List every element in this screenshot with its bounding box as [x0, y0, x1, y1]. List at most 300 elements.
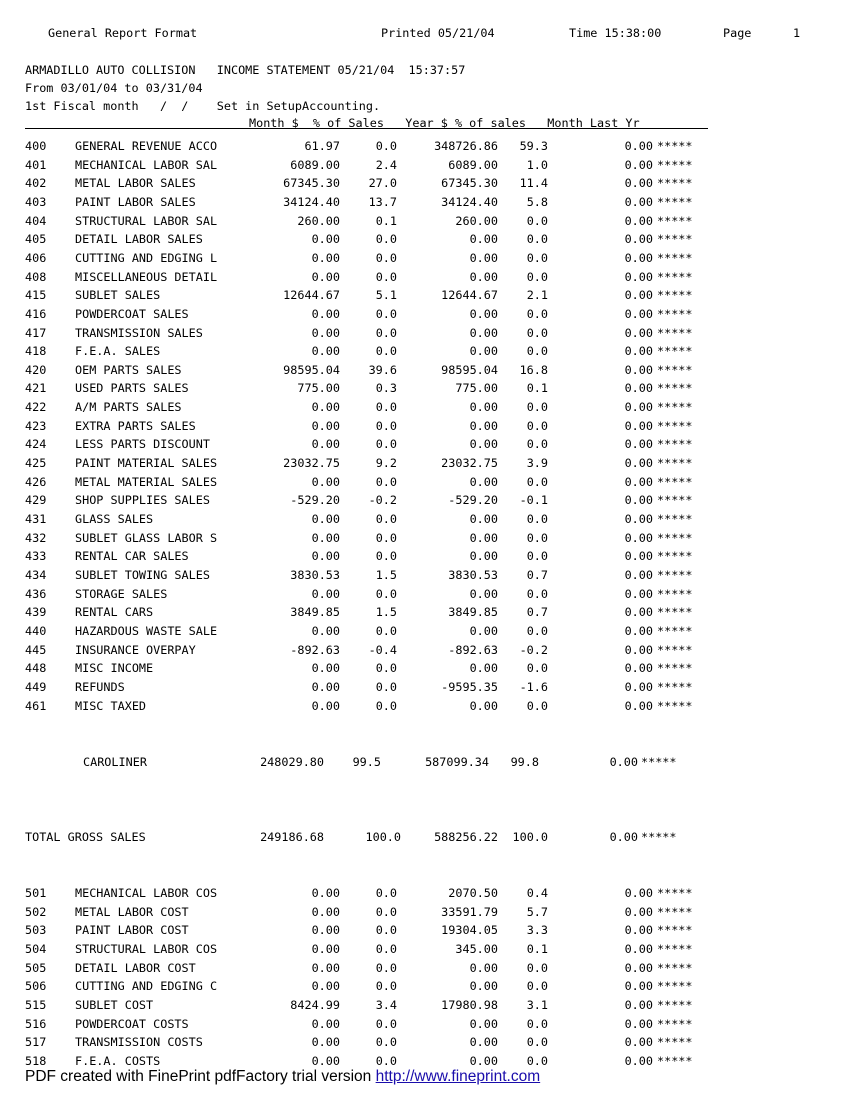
account-code: 503 [25, 923, 47, 938]
last-year-marker: ***** [657, 923, 693, 938]
year-percent: 0.0 [526, 530, 548, 545]
month-amount: 0.00 [311, 979, 340, 994]
table-row [0, 659, 850, 678]
account-name: SHOP SUPPLIES SALES [75, 493, 210, 508]
year-percent: -0.1 [519, 493, 548, 508]
table-row [0, 212, 850, 231]
month-percent: 0.0 [375, 623, 397, 638]
last-year-month-amount: 0.00 [624, 474, 653, 489]
total-month-pct: 100.0 [365, 830, 401, 844]
account-code: 501 [25, 886, 47, 900]
account-name: STRUCTURAL LABOR SAL [75, 213, 218, 228]
year-amount: 0.00 [469, 1035, 498, 1050]
month-percent: 0.0 [375, 306, 397, 321]
month-percent: 0.0 [375, 661, 397, 676]
table-row [0, 230, 850, 249]
printed-time: Time 15:38:00 [569, 26, 662, 40]
year-percent: 0.0 [526, 1016, 548, 1031]
last-year-month-amount: 0.00 [624, 623, 653, 638]
table-row [0, 454, 850, 473]
last-year-month-amount: 0.00 [624, 886, 653, 900]
last-year-month-amount: 0.00 [624, 941, 653, 956]
year-percent: 11.4 [519, 176, 548, 191]
month-percent: 0.0 [375, 474, 397, 489]
last-year-marker: ***** [657, 456, 693, 471]
subtotal-last-yr: ***** [641, 755, 677, 769]
table-row [0, 435, 850, 454]
month-amount: 0.00 [311, 941, 340, 956]
table-row [0, 361, 850, 380]
last-year-month-amount: 0.00 [624, 586, 653, 601]
account-code: 416 [25, 306, 47, 321]
month-percent: 9.2 [375, 456, 397, 471]
account-name: DETAIL LABOR SALES [75, 232, 203, 247]
table-row [0, 491, 850, 510]
year-amount: 0.00 [469, 418, 498, 433]
account-code: 517 [25, 1035, 47, 1050]
year-percent: 0.1 [526, 941, 548, 956]
account-code: 405 [25, 232, 47, 247]
year-amount: 0.00 [469, 250, 498, 265]
last-year-marker: ***** [657, 362, 693, 377]
table-row [0, 137, 850, 156]
year-percent: 59.3 [519, 139, 548, 153]
header-divider [25, 128, 708, 129]
month-amount: 0.00 [311, 325, 340, 340]
year-percent: 3.9 [526, 456, 548, 471]
account-name: REFUNDS [75, 679, 125, 694]
account-name: USED PARTS SALES [75, 381, 189, 396]
month-amount: 61.97 [304, 139, 340, 153]
last-year-month-amount: 0.00 [624, 344, 653, 359]
month-amount: 23032.75 [283, 456, 340, 471]
year-percent: 0.0 [526, 1053, 548, 1068]
column-headers: Month $ % of Sales Year $ % of sales Month Last Yr [249, 116, 640, 130]
table-row [0, 193, 850, 212]
last-year-month-amount: 0.00 [624, 923, 653, 938]
last-year-month-amount: 0.00 [624, 213, 653, 228]
account-name: METAL LABOR SALES [75, 176, 196, 191]
month-amount: 0.00 [311, 679, 340, 694]
table-row [0, 940, 850, 959]
account-code: 404 [25, 213, 47, 228]
month-percent: 2.4 [375, 157, 397, 172]
table-row [0, 529, 850, 548]
last-year-marker: ***** [657, 661, 693, 676]
month-percent: 0.0 [375, 250, 397, 265]
month-amount: 0.00 [311, 344, 340, 359]
account-code: 418 [25, 344, 47, 359]
last-year-month-amount: 0.00 [624, 530, 653, 545]
year-amount: 19304.05 [441, 923, 498, 938]
table-row [0, 473, 850, 492]
month-amount: 0.00 [311, 960, 340, 975]
last-year-month-amount: 0.00 [624, 400, 653, 415]
account-name: A/M PARTS SALES [75, 400, 182, 415]
year-amount: 3849.85 [448, 605, 498, 620]
year-amount: 0.00 [469, 512, 498, 526]
year-percent: 2.1 [526, 288, 548, 303]
table-row [0, 566, 850, 585]
year-percent: 0.0 [526, 306, 548, 321]
last-year-month-amount: 0.00 [624, 960, 653, 975]
last-year-month-amount: 0.00 [624, 549, 653, 564]
last-year-month-amount: 0.00 [624, 288, 653, 303]
last-year-month-amount: 0.00 [624, 250, 653, 265]
account-code: 408 [25, 269, 47, 284]
table-row [0, 342, 850, 361]
table-row [0, 268, 850, 287]
last-year-month-amount: 0.00 [624, 493, 653, 508]
last-year-marker: ***** [657, 474, 693, 489]
month-amount: 0.00 [311, 1053, 340, 1068]
last-year-month-amount: 0.00 [624, 456, 653, 471]
table-row [0, 678, 850, 697]
account-code: 505 [25, 960, 47, 975]
month-percent: 0.0 [375, 886, 397, 900]
last-year-month-amount: 0.00 [624, 269, 653, 284]
month-amount: 0.00 [311, 512, 340, 526]
account-code: 461 [25, 698, 47, 713]
last-year-marker: ***** [657, 232, 693, 247]
month-percent: 0.0 [375, 400, 397, 415]
year-percent: 0.0 [526, 269, 548, 284]
subtotal-month: 248029.80 [260, 755, 324, 769]
month-amount: 0.00 [311, 474, 340, 489]
year-amount: 0.00 [469, 306, 498, 321]
account-name: METAL LABOR COST [75, 904, 189, 919]
last-year-marker: ***** [657, 344, 693, 359]
account-name: CUTTING AND EDGING C [75, 979, 218, 994]
table-row [0, 249, 850, 268]
year-percent: -1.6 [519, 679, 548, 694]
last-year-month-amount: 0.00 [624, 381, 653, 396]
last-year-marker: ***** [657, 960, 693, 975]
last-year-marker: ***** [657, 512, 693, 526]
last-year-month-amount: 0.00 [624, 194, 653, 209]
footer-text: PDF created with FinePrint pdfFactory trial version [25, 1068, 376, 1085]
last-year-marker: ***** [657, 493, 693, 508]
month-percent: 0.0 [375, 530, 397, 545]
last-year-month-amount: 0.00 [624, 642, 653, 657]
page-label: Page [723, 26, 752, 40]
month-percent: 0.0 [375, 904, 397, 919]
year-percent: 0.0 [526, 661, 548, 676]
month-percent: 0.0 [375, 679, 397, 694]
month-amount: -892.63 [290, 642, 340, 657]
last-year-marker: ***** [657, 306, 693, 321]
last-year-marker: ***** [657, 979, 693, 994]
year-percent: 0.0 [526, 1035, 548, 1050]
account-code: 426 [25, 474, 47, 489]
account-name: RENTAL CARS [75, 605, 154, 620]
account-code: 504 [25, 941, 47, 956]
last-year-marker: ***** [657, 325, 693, 340]
month-percent: 0.0 [375, 923, 397, 938]
account-name: STRUCTURAL LABOR COS [75, 941, 218, 956]
last-year-month-amount: 0.00 [624, 306, 653, 321]
total-year-pct: 100.0 [512, 830, 548, 844]
month-percent: 27.0 [368, 176, 397, 191]
table-row [0, 959, 850, 978]
month-percent: 0.0 [375, 269, 397, 284]
table-row [0, 398, 850, 417]
year-percent: 0.0 [526, 960, 548, 975]
last-year-marker: ***** [657, 886, 693, 900]
month-percent: 0.0 [375, 549, 397, 564]
year-percent: 0.0 [526, 979, 548, 994]
last-year-month-amount: 0.00 [624, 1035, 653, 1050]
last-year-marker: ***** [657, 605, 693, 620]
account-name: HAZARDOUS WASTE SALE [75, 623, 218, 638]
last-year-month-amount: 0.00 [624, 437, 653, 452]
last-year-month-amount: 0.00 [624, 997, 653, 1012]
fiscal-month-line: 1st Fiscal month / / Set in SetupAccounting. [25, 99, 381, 113]
table-row [0, 641, 850, 660]
account-code: 417 [25, 325, 47, 340]
account-code: 421 [25, 381, 47, 396]
total-name: TOTAL GROSS SALES [25, 830, 146, 844]
year-amount: 0.00 [469, 586, 498, 601]
account-code: 448 [25, 661, 47, 676]
month-amount: 0.00 [311, 886, 340, 900]
month-amount: 0.00 [311, 904, 340, 919]
last-year-marker: ***** [657, 157, 693, 172]
month-amount: 0.00 [311, 400, 340, 415]
account-code: 502 [25, 904, 47, 919]
year-percent: 0.1 [526, 381, 548, 396]
table-row [0, 174, 850, 193]
year-amount: -892.63 [448, 642, 498, 657]
total-month: 249186.68 [260, 830, 324, 844]
table-row [0, 996, 850, 1015]
account-code: 445 [25, 642, 47, 657]
year-percent: 0.0 [526, 213, 548, 228]
account-name: F.E.A. COSTS [75, 1053, 161, 1068]
year-amount: 345.00 [455, 941, 498, 956]
table-row [0, 1015, 850, 1034]
month-amount: 0.00 [311, 269, 340, 284]
table-row [0, 547, 850, 566]
year-amount: -9595.35 [441, 679, 498, 694]
year-percent: 5.8 [526, 194, 548, 209]
month-percent: 0.3 [375, 381, 397, 396]
month-percent: 0.0 [375, 344, 397, 359]
year-amount: 0.00 [469, 1053, 498, 1068]
month-percent: 1.5 [375, 567, 397, 582]
month-amount: 67345.30 [283, 176, 340, 191]
account-name: POWDERCOAT COSTS [75, 1016, 189, 1031]
last-year-marker: ***** [657, 567, 693, 582]
account-name: F.E.A. SALES [75, 344, 161, 359]
month-percent: 0.0 [375, 979, 397, 994]
last-year-month-amount: 0.00 [624, 1053, 653, 1068]
last-year-marker: ***** [657, 139, 693, 153]
account-code: 401 [25, 157, 47, 172]
year-percent: 0.4 [526, 886, 548, 900]
month-amount: 0.00 [311, 1016, 340, 1031]
last-year-month-amount: 0.00 [624, 679, 653, 694]
year-amount: 33591.79 [441, 904, 498, 919]
month-amount: 0.00 [311, 232, 340, 247]
account-code: 518 [25, 1053, 47, 1068]
total-last-yr: ***** [641, 830, 677, 844]
last-year-month-amount: 0.00 [624, 904, 653, 919]
total-gross-sales-row [0, 828, 850, 847]
year-amount: 0.00 [469, 1016, 498, 1031]
last-year-month-amount: 0.00 [624, 979, 653, 994]
last-year-marker: ***** [657, 288, 693, 303]
table-row [0, 884, 850, 903]
year-percent: 0.0 [526, 586, 548, 601]
month-percent: 0.0 [375, 1053, 397, 1068]
year-percent: -0.2 [519, 642, 548, 657]
year-amount: 98595.04 [441, 362, 498, 377]
year-amount: 34124.40 [441, 194, 498, 209]
table-row [0, 379, 850, 398]
last-year-month-amount: 0.00 [624, 139, 653, 153]
month-amount: 0.00 [311, 586, 340, 601]
month-amount: 0.00 [311, 437, 340, 452]
year-amount: 0.00 [469, 979, 498, 994]
year-amount: 0.00 [469, 269, 498, 284]
month-percent: 39.6 [368, 362, 397, 377]
date-range: From 03/01/04 to 03/31/04 [25, 81, 203, 95]
account-name: OEM PARTS SALES [75, 362, 182, 377]
last-year-marker: ***** [657, 176, 693, 191]
account-name: METAL MATERIAL SALES [75, 474, 218, 489]
year-percent: 0.0 [526, 623, 548, 638]
account-name: MISC TAXED [75, 698, 147, 713]
last-year-marker: ***** [657, 679, 693, 694]
last-year-marker: ***** [657, 381, 693, 396]
year-percent: 5.7 [526, 904, 548, 919]
last-year-month-amount: 0.00 [624, 698, 653, 713]
account-code: 425 [25, 456, 47, 471]
year-amount: 260.00 [455, 213, 498, 228]
last-year-marker: ***** [657, 250, 693, 265]
subtotal-year-pct: 99.8 [510, 755, 539, 769]
year-percent: 0.0 [526, 512, 548, 526]
table-row [0, 510, 850, 529]
month-amount: 0.00 [311, 661, 340, 676]
last-year-month-amount: 0.00 [624, 362, 653, 377]
year-amount: 0.00 [469, 530, 498, 545]
account-code: 433 [25, 549, 47, 564]
account-name: SUBLET COST [75, 997, 154, 1012]
year-amount: 0.00 [469, 344, 498, 359]
year-amount: 0.00 [469, 400, 498, 415]
year-amount: 0.00 [469, 698, 498, 713]
account-name: MECHANICAL LABOR COS [75, 886, 218, 900]
last-year-month-amount: 0.00 [624, 512, 653, 526]
table-row [0, 585, 850, 604]
year-amount: 2070.50 [448, 886, 498, 900]
subtotal-last-month: 0.00 [609, 755, 638, 769]
year-amount: 0.00 [469, 325, 498, 340]
last-year-month-amount: 0.00 [624, 605, 653, 620]
account-code: 400 [25, 139, 47, 153]
fineprint-link[interactable]: http://www.fineprint.com [375, 1068, 541, 1085]
total-year: 588256.22 [434, 830, 498, 844]
table-row [0, 903, 850, 922]
last-year-marker: ***** [657, 418, 693, 433]
account-code: 429 [25, 493, 47, 508]
year-percent: 0.0 [526, 232, 548, 247]
year-amount: -529.20 [448, 493, 498, 508]
month-percent: 0.0 [375, 418, 397, 433]
year-percent: 0.0 [526, 437, 548, 452]
table-row [0, 603, 850, 622]
account-name: MECHANICAL LABOR SAL [75, 157, 218, 172]
last-year-marker: ***** [657, 941, 693, 956]
last-year-marker: ***** [657, 269, 693, 284]
table-row [0, 417, 850, 436]
account-code: 449 [25, 679, 47, 694]
last-year-marker: ***** [657, 549, 693, 564]
account-name: PAINT LABOR COST [75, 923, 189, 938]
month-percent: 1.5 [375, 605, 397, 620]
year-amount: 0.00 [469, 661, 498, 676]
year-percent: 3.1 [526, 997, 548, 1012]
year-percent: 0.0 [526, 250, 548, 265]
last-year-marker: ***** [657, 698, 693, 713]
year-amount: 775.00 [455, 381, 498, 396]
printed-date: Printed 05/21/04 [381, 26, 495, 40]
last-year-month-amount: 0.00 [624, 232, 653, 247]
year-amount: 12644.67 [441, 288, 498, 303]
year-percent: 0.0 [526, 474, 548, 489]
year-amount: 0.00 [469, 960, 498, 975]
last-year-marker: ***** [657, 997, 693, 1012]
month-amount: 0.00 [311, 923, 340, 938]
account-code: 420 [25, 362, 47, 377]
year-percent: 16.8 [519, 362, 548, 377]
year-amount: 348726.86 [434, 139, 498, 153]
month-amount: 3830.53 [290, 567, 340, 582]
month-amount: 0.00 [311, 1035, 340, 1050]
subtotal-row [0, 753, 850, 772]
table-row [0, 286, 850, 305]
year-percent: 0.0 [526, 698, 548, 713]
page-number: 1 [793, 26, 801, 40]
month-percent: 13.7 [368, 194, 397, 209]
total-last-month: 0.00 [609, 830, 638, 844]
account-code: 422 [25, 400, 47, 415]
month-percent: -0.4 [368, 642, 397, 657]
month-percent: 0.0 [375, 512, 397, 526]
account-name: PAINT MATERIAL SALES [75, 456, 218, 471]
company-title-line: ARMADILLO AUTO COLLISION INCOME STATEMENT 05/21/04 15:37:57 [25, 63, 466, 77]
table-row [0, 977, 850, 996]
year-amount: 0.00 [469, 549, 498, 564]
account-name: GLASS SALES [75, 512, 154, 526]
account-code: 415 [25, 288, 47, 303]
account-code: 439 [25, 605, 47, 620]
subtotal-year: 587099.34 [425, 755, 489, 769]
account-code: 431 [25, 512, 47, 526]
account-name: GENERAL REVENUE ACCO [75, 139, 218, 153]
year-percent: 0.0 [526, 325, 548, 340]
year-amount: 0.00 [469, 437, 498, 452]
month-percent: 0.0 [375, 1035, 397, 1050]
account-name: EXTRA PARTS SALES [75, 418, 196, 433]
month-amount: 3849.85 [290, 605, 340, 620]
year-percent: 0.0 [526, 400, 548, 415]
account-name: SUBLET TOWING SALES [75, 567, 210, 582]
last-year-marker: ***** [657, 1053, 693, 1068]
table-row [0, 1033, 850, 1052]
